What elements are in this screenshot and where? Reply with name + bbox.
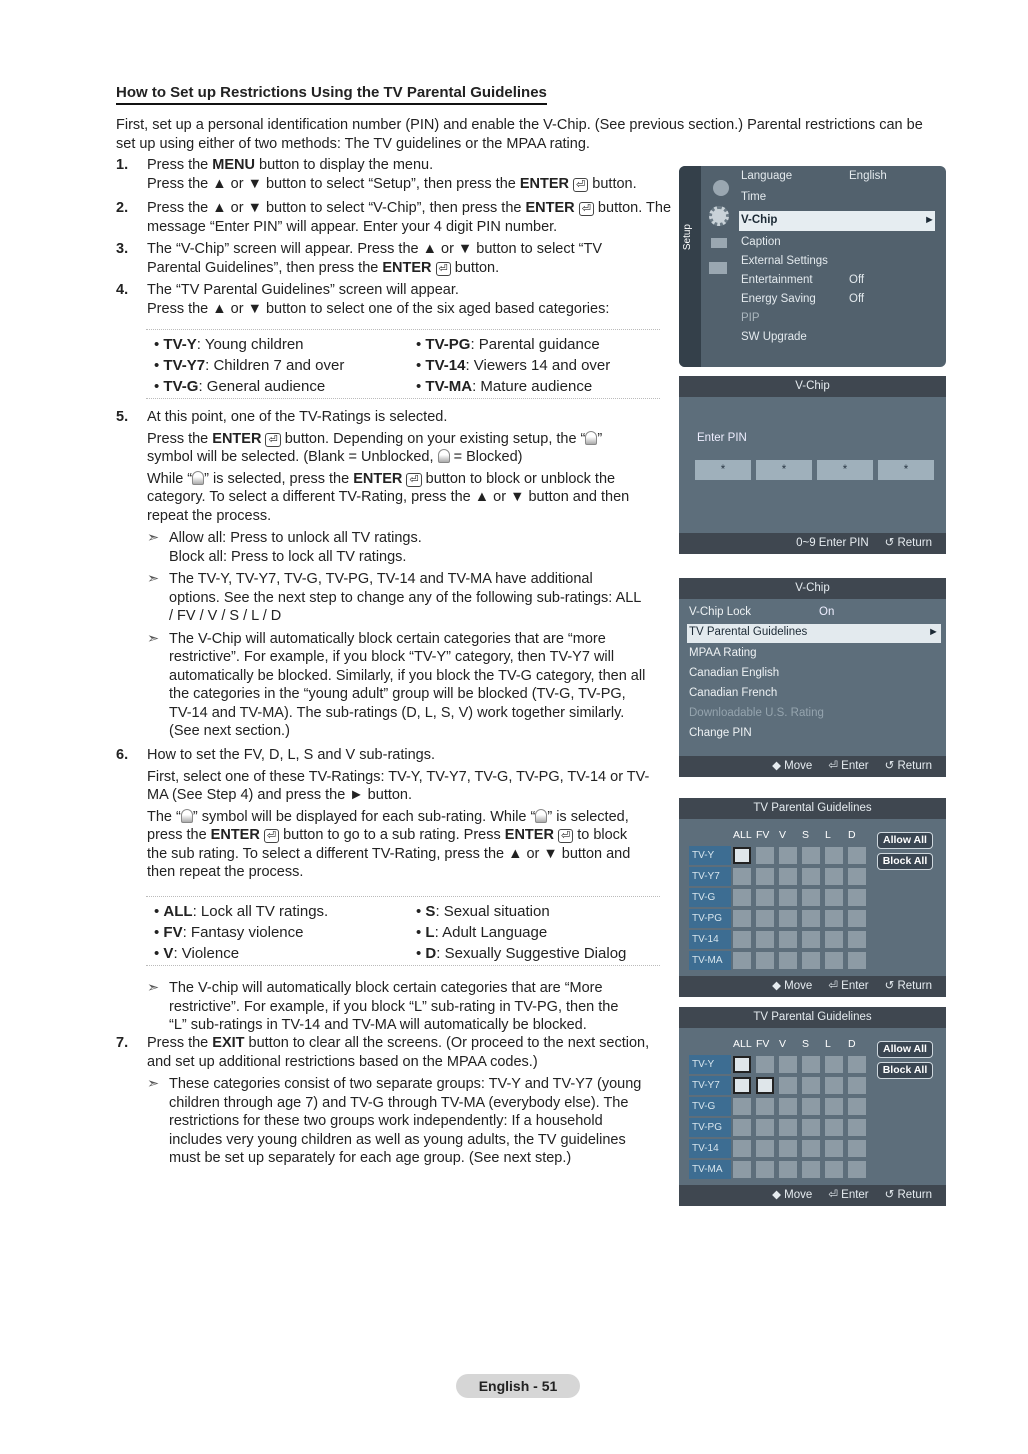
vchip-lock-value: On xyxy=(819,606,835,618)
move-hint: ◆ Move xyxy=(772,760,813,772)
rating-label: TV-PG xyxy=(689,1118,731,1137)
lock-icon xyxy=(535,809,547,823)
lock-cell-icon[interactable] xyxy=(756,1119,774,1136)
lock-cell-icon[interactable] xyxy=(733,1056,751,1073)
lock-cell-icon[interactable] xyxy=(802,910,820,927)
lock-cell-icon[interactable] xyxy=(825,889,843,906)
application-icon xyxy=(709,262,727,274)
screen-footer xyxy=(679,756,946,777)
lock-cell-icon[interactable] xyxy=(848,847,866,864)
screen-footer xyxy=(679,533,946,554)
lock-cell-icon[interactable] xyxy=(779,1098,797,1115)
column-header-l: L xyxy=(825,1038,831,1050)
column-header-all: ALL xyxy=(733,1038,752,1050)
rating-row-tv-pg xyxy=(689,909,871,928)
lock-cell-icon[interactable] xyxy=(733,1098,751,1115)
column-header-fv: FV xyxy=(756,1038,770,1050)
lock-cell-icon[interactable] xyxy=(802,868,820,885)
rating-row-tv-y xyxy=(689,1055,871,1074)
rating-row-tv-pg xyxy=(689,1118,871,1137)
step-6-note: ➣ The V-chip will automatically block certain categories that are “More restrictive”. For example, if you block “L” sub-rating in TV-PG, then the “L” sub-ratings in TV-14 and TV-MA will automatically be blocked. xyxy=(147,980,619,1033)
screen-title: TV Parental Guidelines xyxy=(679,1007,946,1028)
column-header-d: D xyxy=(848,829,856,841)
lock-cell-icon[interactable] xyxy=(825,1098,843,1115)
step-number: 1. xyxy=(116,157,129,173)
lock-cell-icon[interactable] xyxy=(756,1161,774,1178)
lock-cell-icon[interactable] xyxy=(779,1056,797,1073)
canadian-english-item[interactable]: Canadian English xyxy=(689,667,780,679)
pin-digit-3[interactable]: * xyxy=(817,460,873,480)
change-pin-item[interactable]: Change PIN xyxy=(689,727,752,739)
return-hint[interactable]: ↺ Return xyxy=(884,760,932,772)
tv-guidelines-screen-2 xyxy=(679,1007,946,1206)
block-all-button[interactable]: Block All xyxy=(877,853,933,870)
lock-cell-icon[interactable] xyxy=(779,952,797,969)
return-hint[interactable]: ↺ Return xyxy=(884,980,932,992)
lock-cell-icon[interactable] xyxy=(848,1077,866,1094)
lock-icon xyxy=(192,471,204,485)
lock-cell-icon[interactable] xyxy=(825,931,843,948)
allow-all-button[interactable]: Allow All xyxy=(877,1041,933,1058)
note-arrow-icon: ➣ xyxy=(147,980,160,996)
move-hint: ◆ Move xyxy=(772,980,813,992)
lock-cell-icon[interactable] xyxy=(733,1077,751,1094)
screen-footer xyxy=(679,1185,946,1206)
lock-cell-icon[interactable] xyxy=(848,868,866,885)
note-arrow-icon: ➣ xyxy=(147,630,160,647)
lock-cell-icon[interactable] xyxy=(733,889,751,906)
lock-cell-icon[interactable] xyxy=(848,1056,866,1073)
lock-cell-icon[interactable] xyxy=(756,847,774,864)
input-icon xyxy=(711,238,727,248)
menu-item-energy-saving[interactable]: Energy Saving xyxy=(741,293,816,305)
lock-icon xyxy=(438,449,450,463)
lock-cell-icon[interactable] xyxy=(779,1161,797,1178)
menu-item-vchip[interactable]: V-Chip xyxy=(741,214,778,226)
column-header-s: S xyxy=(802,829,810,841)
lock-cell-icon[interactable] xyxy=(733,1161,751,1178)
menu-sidebar xyxy=(679,166,701,367)
lock-cell-icon[interactable] xyxy=(733,847,751,864)
step-number: 5. xyxy=(116,409,129,425)
enter-icon: ⏎ xyxy=(264,829,279,843)
lock-cell-icon[interactable] xyxy=(825,847,843,864)
lock-cell-icon[interactable] xyxy=(848,952,866,969)
lock-cell-icon[interactable] xyxy=(733,1140,751,1157)
lock-cell-icon[interactable] xyxy=(733,931,751,948)
lock-cell-icon[interactable] xyxy=(802,1140,820,1157)
lock-cell-icon[interactable] xyxy=(756,1056,774,1073)
enter-icon: ⏎ xyxy=(265,433,280,447)
column-header-s: S xyxy=(802,1038,810,1050)
step-4: 4. The “TV Parental Guidelines” screen will appear. Press the ▲ or ▼ button to select one of the six aged based categories: xyxy=(116,282,610,317)
step-number: 7. xyxy=(116,1035,129,1051)
rating-label: TV-G xyxy=(689,888,731,907)
lock-cell-icon[interactable] xyxy=(825,1140,843,1157)
lock-cell-icon[interactable] xyxy=(848,1161,866,1178)
lock-cell-icon[interactable] xyxy=(779,1119,797,1136)
return-hint[interactable]: ↺ Return xyxy=(884,1189,932,1201)
tv-parental-guidelines-item[interactable]: TV Parental Guidelines xyxy=(689,626,808,638)
lock-cell-icon[interactable] xyxy=(779,1140,797,1157)
menu-item-pip: PIP xyxy=(741,312,760,324)
rating-label: TV-MA xyxy=(689,1160,731,1179)
energy-saving-value: Off xyxy=(849,293,865,305)
step-number: 3. xyxy=(116,241,129,257)
menu-item-external-settings[interactable]: External Settings xyxy=(741,255,828,267)
lock-cell-icon[interactable] xyxy=(756,889,774,906)
enter-icon: ⏎ xyxy=(558,829,573,843)
enter-hint[interactable]: ⏎ Enter xyxy=(828,760,869,772)
allow-all-button[interactable]: Allow All xyxy=(877,832,933,849)
lock-cell-icon[interactable] xyxy=(779,931,797,948)
lock-cell-icon[interactable] xyxy=(756,1140,774,1157)
gear-icon xyxy=(709,206,729,226)
enter-icon: ⏎ xyxy=(573,178,588,192)
screen-title: V-Chip xyxy=(679,578,946,599)
menu-item-language[interactable]: Language xyxy=(741,170,793,182)
rating-row-tv-y7 xyxy=(689,1076,871,1095)
vchip-screen xyxy=(679,578,946,777)
rating-label: TV-MA xyxy=(689,951,731,970)
arrow-right-icon: ► xyxy=(924,214,935,226)
entertainment-value: Off xyxy=(849,274,865,286)
enter-icon: ⏎ xyxy=(406,473,421,487)
rating-row-tv-g xyxy=(689,888,871,907)
enter-hint[interactable]: ⏎ Enter xyxy=(828,1189,869,1201)
step-6: 6. How to set the FV, D, L, S and V sub-ratings. First, select one of these TV-Ratings: TV-Y, TV-Y7, TV-G, TV-PG, TV-14 or TV-MA (See Step 4) and press the ► button. The “ ” symbol will be displayed for each sub-rating. While “ ” is selected, press the ENTER ⏎ button to go to a sub rating. Press ENTER ⏎ to block the sub rating. To select a different TV-Rating, press the ▲ or ▼ button and then repeat the process. xyxy=(116,747,650,880)
rating-row-tv-y7 xyxy=(689,867,871,886)
step-5: 5. At this point, one of the TV-Ratings is selected. Press the ENTER ⏎ button. Depending on your existing setup, the “ ” symbol will be selected. (Blank = Unblocked, = Blocked) While “ ” is selected, press the ENTER ⏎ button to block or unblock the category. To select a different TV-Rating, press the ▲ or ▼ button and then repeat the process. ➣ Allow all: Press to unlock all TV ratings. Block all: Press to lock all TV ratings. ➣ The TV-Y, TV-Y7, TV-G, TV-PG, TV-14 and TV-MA have additional options. See the next step to change any of the following sub-ratings: ALL / FV / V / S / L / D ➣ The V-Chip will automatically block certain categories that are “more restrictive”. For example, if you block “TV-Y” category, then TV-Y7 will automatically be blocked. Similarly, if you block the TV-G category, then all the categories in the “young adult” group will be blocked (TV-G, TV-PG, TV-14 and TV-MA). The sub-ratings (D, L, S, V) work together similarly. (See next section.) xyxy=(116,409,646,739)
setup-menu-screen xyxy=(679,166,946,367)
lock-cell-icon[interactable] xyxy=(848,910,866,927)
lock-cell-icon[interactable] xyxy=(756,952,774,969)
language-value: English xyxy=(849,170,887,182)
rating-label: TV-14 xyxy=(689,930,731,949)
block-all-button[interactable]: Block All xyxy=(877,1062,933,1079)
step-7: 7. Press the EXIT button to clear all the screens. (Or proceed to the next section, and set up additional restrictions based on the MPAA codes.) ➣ These categories consist of two separate groups: TV-Y and TV-Y7 (young children through age 7) and TV-G through TV-MA (everybody else). The restrictions for these two groups work independently: If a household includes very young children as well as young adults, the TV guidelines must be set up separately for each age group. (See next step.) xyxy=(116,1035,650,1166)
lock-cell-icon[interactable] xyxy=(825,1119,843,1136)
intro-paragraph: First, set up a personal identification number (PIN) and enable the V-Chip. (See previous section.) Parental restrictions can be set up using either of two methods: The TV guidelines or the MPAA rating. xyxy=(116,117,923,152)
column-header-fv: FV xyxy=(756,829,770,841)
lock-cell-icon[interactable] xyxy=(802,847,820,864)
rating-label: TV-PG xyxy=(689,909,731,928)
lock-cell-icon[interactable] xyxy=(848,931,866,948)
menu-item-time[interactable]: Time xyxy=(741,191,767,203)
arrow-right-icon: ► xyxy=(928,626,939,638)
column-header-l: L xyxy=(825,829,831,841)
lock-cell-icon[interactable] xyxy=(756,868,774,885)
setup-tab-label: Setup xyxy=(682,224,693,251)
subratings-table: • ALL: Lock all TV ratings. • S: Sexual situation • FV: Fantasy violence • L: Adult Language • V: Violence • D: Sexually Suggestive Dialog xyxy=(146,896,660,966)
rating-row-tv-ma xyxy=(689,1160,871,1179)
enter-hint[interactable]: ⏎ Enter xyxy=(828,980,869,992)
lock-cell-icon[interactable] xyxy=(802,931,820,948)
lock-cell-icon[interactable] xyxy=(733,910,751,927)
screen-title: V-Chip xyxy=(679,376,946,397)
lock-cell-icon[interactable] xyxy=(779,1077,797,1094)
column-header-v: V xyxy=(779,1038,787,1050)
tv-guidelines-screen-1 xyxy=(679,798,946,997)
menu-item-sw-upgrade[interactable]: SW Upgrade xyxy=(741,331,807,343)
step-number: 2. xyxy=(116,200,129,216)
note-arrow-icon: ➣ xyxy=(147,1076,160,1092)
lock-cell-icon[interactable] xyxy=(825,1161,843,1178)
enter-pin-hint: 0~9 Enter PIN xyxy=(796,537,869,549)
lock-cell-icon[interactable] xyxy=(779,889,797,906)
downloadable-us-rating-item: Downloadable U.S. Rating xyxy=(689,707,824,719)
pin-digit-4[interactable]: * xyxy=(878,460,934,480)
rating-categories-table: • TV-Y: Young children • TV-PG: Parental guidance • TV-Y7: Children 7 and over • TV-14: Viewers 14 and over • TV-G: General audience • TV-MA: Mature audience xyxy=(146,329,660,399)
step-number: 4. xyxy=(116,282,129,298)
rating-label: TV-14 xyxy=(689,1139,731,1158)
lock-cell-icon[interactable] xyxy=(848,1140,866,1157)
lock-icon xyxy=(585,431,597,445)
note-arrow-icon: ➣ xyxy=(147,571,160,587)
rating-label: TV-Y7 xyxy=(689,1076,731,1095)
rating-row-tv-14 xyxy=(689,1139,871,1158)
mpaa-rating-item[interactable]: MPAA Rating xyxy=(689,647,757,659)
screen-footer xyxy=(679,976,946,997)
rating-label: TV-G xyxy=(689,1097,731,1116)
lock-icon xyxy=(181,809,193,823)
rating-label: TV-Y7 xyxy=(689,867,731,886)
enter-pin-label: Enter PIN xyxy=(697,432,747,444)
pin-digit-1[interactable]: * xyxy=(695,460,751,480)
lock-cell-icon[interactable] xyxy=(848,1098,866,1115)
menu-item-caption[interactable]: Caption xyxy=(741,236,781,248)
lock-cell-icon[interactable] xyxy=(825,1056,843,1073)
lock-cell-icon[interactable] xyxy=(779,910,797,927)
lock-cell-icon[interactable] xyxy=(733,868,751,885)
lock-cell-icon[interactable] xyxy=(756,1098,774,1115)
rating-row-tv-14 xyxy=(689,930,871,949)
move-hint: ◆ Move xyxy=(772,1189,813,1201)
lock-cell-icon[interactable] xyxy=(848,889,866,906)
column-header-d: D xyxy=(848,1038,856,1050)
enter-icon: ⏎ xyxy=(436,262,451,276)
section-title: How to Set up Restrictions Using the TV Parental Guidelines xyxy=(116,84,547,105)
lock-cell-icon[interactable] xyxy=(802,1119,820,1136)
lock-cell-icon[interactable] xyxy=(825,952,843,969)
lock-cell-icon[interactable] xyxy=(802,889,820,906)
lock-cell-icon[interactable] xyxy=(825,868,843,885)
lock-cell-icon[interactable] xyxy=(802,1161,820,1178)
rating-label: TV-Y xyxy=(689,1055,731,1074)
lock-cell-icon[interactable] xyxy=(756,910,774,927)
lock-cell-icon[interactable] xyxy=(848,1119,866,1136)
enter-icon: ⏎ xyxy=(579,202,594,216)
lock-cell-icon[interactable] xyxy=(802,1056,820,1073)
lock-cell-icon[interactable] xyxy=(756,1077,774,1094)
step-1: 1. Press the MENU button to display the menu. Press the ▲ or ▼ button to select “Setup”, then press the ENTER ⏎ button. xyxy=(116,157,637,192)
page-number: English - 51 xyxy=(456,1374,580,1398)
lock-cell-icon[interactable] xyxy=(825,910,843,927)
note-arrow-icon: ➣ xyxy=(147,530,160,546)
screen-title: TV Parental Guidelines xyxy=(679,798,946,819)
rating-row-tv-y xyxy=(689,846,871,865)
column-header-v: V xyxy=(779,829,787,841)
rating-row-tv-g xyxy=(689,1097,871,1116)
step-2: 2. Press the ▲ or ▼ button to select “V-Chip”, then press the ENTER ⏎ button. The message “Enter PIN” will appear. Enter your 4 digit PIN number. xyxy=(116,200,672,235)
enter-pin-screen xyxy=(679,376,946,554)
lock-cell-icon[interactable] xyxy=(779,868,797,885)
canadian-french-item[interactable]: Canadian French xyxy=(689,687,778,699)
rating-label: TV-Y xyxy=(689,846,731,865)
menu-item-entertainment[interactable]: Entertainment xyxy=(741,274,813,286)
picture-icon xyxy=(713,180,729,196)
lock-cell-icon[interactable] xyxy=(779,847,797,864)
lock-cell-icon[interactable] xyxy=(733,952,751,969)
lock-cell-icon[interactable] xyxy=(802,952,820,969)
pin-digit-2[interactable]: * xyxy=(756,460,812,480)
lock-cell-icon[interactable] xyxy=(756,931,774,948)
lock-cell-icon[interactable] xyxy=(802,1077,820,1094)
rating-row-tv-ma xyxy=(689,951,871,970)
step-3: 3. The “V-Chip” screen will appear. Press the ▲ or ▼ button to select “TV Parental Guidelines”, then press the ENTER ⏎ button. xyxy=(116,241,603,276)
lock-cell-icon[interactable] xyxy=(802,1098,820,1115)
lock-cell-icon[interactable] xyxy=(733,1119,751,1136)
return-hint[interactable]: ↺ Return xyxy=(884,537,932,549)
column-header-all: ALL xyxy=(733,829,752,841)
step-number: 6. xyxy=(116,747,129,763)
vchip-lock-item[interactable]: V-Chip Lock xyxy=(689,606,752,618)
lock-cell-icon[interactable] xyxy=(825,1077,843,1094)
